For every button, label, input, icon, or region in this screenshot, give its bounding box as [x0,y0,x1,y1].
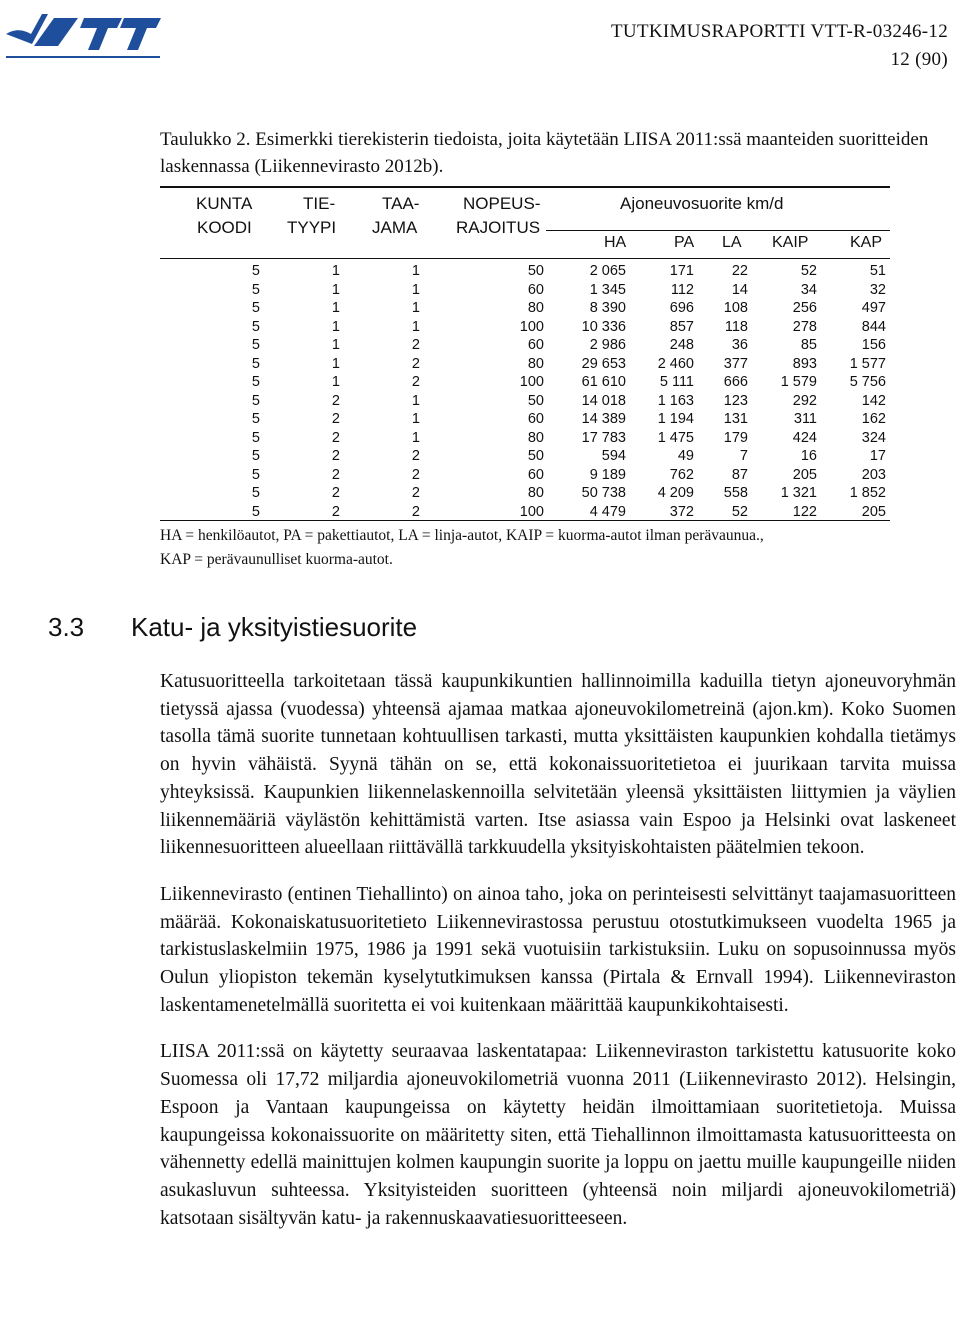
section-heading [48,612,417,643]
cell-nopeus: 60 [527,411,544,427]
cell-kap: 844 [861,318,886,335]
cell-la: 36 [731,337,748,353]
table-row [160,484,890,502]
table-row [160,262,890,280]
table-row [160,336,890,354]
col-taa-label-2: JAMA [372,218,418,237]
paragraph-1: Katusuoritteella tarkoitetaan tässä kaupunkikuntien hallinnoimilla kaduilla tietyn ajoneuvoryhmän tietyssä ajassa (vuodessa) yhteensä ajamaa matkaa ajoneuvokilometreinä (ajon.km). Koko Suomen tasolla tämä suorite tunnetaan kohtuullisen tarkasti, mutta yksittäisten kaupunkien kohdalla tietämys on hyvin vähäistä. Syynä tähän on se, että kokonaissuoritetietoa ei juurikaan tarvita muissa yhteyksissä. Kaupunkien liikennelaskennoilla selvitetään yleensä yksittäisten liittymien ja väylien liikennemääriä väylästön kehittämistä varten. Itse asiassa vain Espoo ja Helsinki ovat laskeneet liikennesuoritteen alueellaan riittävällä tarkkuudella yksityiskohtaisten päätelmien tekoon. [160,671,956,859]
section-number: 3.3 [48,612,85,642]
vtt-logo [4,6,162,64]
cell-kap: 162 [861,411,886,427]
cell-ha: 8 390 [589,300,626,316]
cell-kaip: 1 579 [780,374,817,390]
cell-pa: 5 111 [659,374,694,390]
cell-kaip: 122 [792,503,817,520]
cell-ha: 4 479 [589,503,626,520]
cell-kap: 1 852 [849,485,886,501]
group-rule [546,230,890,231]
report-header [611,18,948,74]
table-row [160,429,890,447]
cell-la: 52 [731,503,748,520]
cell-kunta: 5 [251,374,260,390]
cell-taa: 1 [411,281,420,298]
cell-kap: 17 [869,448,886,464]
cell-pa: 171 [669,263,694,279]
cell-tie: 1 [331,300,340,316]
cell-kap: 1 577 [849,355,886,372]
table-row [160,373,890,391]
cell-kaip: 52 [800,263,817,279]
cell-kunta: 5 [251,448,260,464]
cell-kaip: 256 [792,300,817,316]
cell-kunta: 5 [251,263,260,279]
cell-kap: 324 [861,429,886,446]
cell-kaip: 424 [792,429,817,446]
cell-tie: 1 [331,263,340,279]
cell-la: 131 [723,411,748,427]
cell-tie: 2 [331,392,340,409]
cell-la: 108 [723,300,748,316]
report-id: TUTKIMUSRAPORTTI VTT-R-03246-12 [611,21,948,42]
cell-kap: 497 [861,300,886,316]
cell-pa: 248 [669,337,694,353]
cell-pa: 112 [670,281,694,298]
cell-kaip: 85 [800,337,817,353]
cell-tie: 2 [331,503,340,520]
cell-kunta: 5 [251,392,260,409]
cell-taa: 2 [411,355,420,372]
group-header: Ajoneuvosuorite km/d [620,194,784,213]
cell-kap: 156 [861,337,886,353]
table-row [160,410,890,428]
cell-taa: 1 [411,429,420,446]
cell-ha: 2 986 [589,337,626,353]
cell-tie: 1 [331,318,340,335]
cell-la: 87 [731,466,748,483]
cell-pa: 2 460 [657,355,694,372]
paragraph-3: LIISA 2011:ssä on käytetty seuraavaa laskentatapaa: Liikenneviraston tarkistettu katusuorite koko Suomessa oli 17,72 miljardia ajoneuvokilometriä vuonna 2011 (Liikennevirasto 2012). Helsingin, Espoon ja Vantaan kaupungeissa on käytetty heidän ilmoittamiaan suoritetietoja. Muissa kaupungeissa kokonaissuorite on määritetty siten, että Tiehallinnon ilmoittamasta katusuoritteesta on vähennetty edellä mainittujen kolmen kaupungin suorite ja loppu on jaettu muille kaupungeille niiden asukasluvun suhteessa. Yksityisteiden suoritteen (yhteensä noin miljardi ajoneuvokilometriä) katsotaan sisältyvän katu- ja rakennuskaavatiesuoritteeseen. [160,1041,956,1229]
sub-ha: HA [604,234,627,251]
table-legend [160,524,950,572]
cell-nopeus: 100 [519,503,544,520]
cell-la: 377 [723,355,748,372]
cell-kaip: 893 [792,355,817,372]
cell-tie: 2 [331,411,340,427]
col-nopeus-label-2: RAJOITUS [456,218,541,237]
cell-taa: 2 [411,503,420,520]
table-bottom-rule [160,520,890,521]
cell-kunta: 5 [251,503,260,520]
cell-ha: 9 189 [589,466,626,483]
section-title: Katu- ja yksityistiesuorite [131,612,418,642]
cell-la: 123 [723,392,748,409]
cell-taa: 1 [411,300,420,316]
col-taa-label-1: TAA- [382,194,420,213]
cell-ha: 61 610 [581,374,626,390]
sub-kap: KAP [850,234,883,251]
cell-pa: 762 [669,466,694,483]
cell-kaip: 292 [792,392,817,409]
cell-tie: 2 [331,485,340,501]
cell-taa: 1 [411,318,420,335]
cell-kaip: 16 [800,448,817,464]
cell-kap: 51 [869,263,886,279]
col-tie-label-2: TYYPI [287,218,337,237]
cell-pa: 372 [669,503,694,520]
road-register-table [160,186,890,522]
col-kunta-label-1: KUNTA [196,194,253,213]
cell-ha: 17 783 [581,429,626,446]
cell-taa: 1 [411,392,420,409]
cell-kunta: 5 [251,318,260,335]
table-row [160,503,890,521]
cell-tie: 1 [331,374,340,390]
cell-kunta: 5 [251,466,260,483]
cell-ha: 14 018 [581,392,626,409]
cell-tie: 1 [331,281,340,298]
cell-pa: 49 [677,448,694,464]
col-nopeus-label-1: NOPEUS- [463,194,541,213]
cell-kaip: 34 [800,281,817,298]
table-row [160,355,890,373]
cell-ha: 1 345 [589,281,626,298]
cell-kaip: 205 [792,466,817,483]
cell-la: 118 [724,318,748,335]
header-bottom-rule [160,258,890,259]
cell-taa: 2 [411,374,420,390]
page-number: 12 (90) [890,49,948,70]
cell-kunta: 5 [251,355,260,372]
cell-kap: 205 [861,503,886,520]
cell-pa: 4 209 [657,485,694,501]
table-row [160,318,890,336]
cell-nopeus: 80 [527,355,544,372]
table-row [160,447,890,465]
cell-kunta: 5 [251,411,260,427]
cell-la: 7 [739,448,748,464]
cell-ha: 29 653 [581,355,626,372]
cell-kunta: 5 [251,337,260,353]
cell-nopeus: 80 [527,300,544,316]
cell-kap: 203 [861,466,886,483]
cell-kunta: 5 [251,485,260,501]
cell-tie: 1 [331,337,340,353]
cell-nopeus: 60 [527,466,544,483]
sub-pa: PA [674,234,695,251]
cell-nopeus: 80 [527,429,544,446]
cell-la: 179 [723,429,748,446]
cell-nopeus: 100 [519,318,544,335]
paragraph-2: Liikennevirasto (entinen Tiehallinto) on ainoa taho, joka on perinteisesti selvittänyt taajamasuoritteen määrää. Kokonaiskatusuoritetieto Liikennevirastossa perustuu otostutkimukseen vuodelta 1965 ja tarkistuslaskelmiin 1975, 1986 ja 1991 sekä vuotuisiin tarkistuksiin. Luku on sopusoinnussa myös Oulun yliopiston tekemän kyselytutkimuksen kanssa (Pirtala & Ernvall 1994). Liikenneviraston laskentamenetelmällä suoritetta ei voi kuitenkaan määrittää kaupunkikohtaisesti. [160,883,956,1016]
cell-pa: 1 163 [657,392,694,409]
cell-tie: 1 [331,355,340,372]
cell-pa: 1 475 [657,429,694,446]
legend-line-2: KAP = perävaunulliset kuorma-autot. [160,551,393,568]
cell-kunta: 5 [251,300,260,316]
cell-taa: 1 [411,263,420,279]
cell-la: 666 [723,374,748,390]
cell-la: 14 [731,281,748,298]
cell-kaip: 278 [792,318,817,335]
cell-kaip: 1 321 [780,485,817,501]
cell-kap: 5 756 [849,374,886,390]
table-caption: Taulukko 2. Esimerkki tierekisterin tiedoista, joita käytetään LIISA 2011:ssä maanteiden suoritteiden laskennassa (Liikennevirasto 2012b). [160,129,929,177]
body-text [160,668,956,1251]
col-tie-label-1: TIE- [303,194,336,213]
cell-kap: 142 [861,392,886,409]
cell-nopeus: 60 [527,337,544,353]
cell-nopeus: 100 [519,374,544,390]
cell-kap: 32 [869,281,886,298]
cell-kunta: 5 [251,281,260,298]
col-kunta-label-2: KOODI [197,218,252,237]
cell-pa: 1 194 [657,411,694,427]
cell-la: 558 [723,485,748,501]
legend-line-1: HA = henkilöautot, PA = pakettiautot, LA = linja-autot, KAIP = kuorma-autot ilman perävaunua., [160,527,764,544]
cell-pa: 696 [669,300,694,316]
cell-tie: 2 [331,448,340,464]
cell-tie: 2 [331,429,340,446]
cell-nopeus: 80 [527,485,544,501]
cell-nopeus: 60 [527,281,544,298]
cell-taa: 1 [411,411,420,427]
cell-nopeus: 50 [527,448,544,464]
table-row [160,281,890,299]
cell-la: 22 [731,263,748,279]
sub-kaip: KAIP [772,234,809,251]
cell-nopeus: 50 [527,392,544,409]
cell-pa: 857 [669,318,694,335]
cell-taa: 2 [411,337,420,353]
table-row [160,392,890,410]
cell-ha: 14 389 [581,411,626,427]
cell-taa: 2 [411,485,420,501]
cell-ha: 594 [601,448,626,464]
cell-taa: 2 [411,466,420,483]
cell-kunta: 5 [251,429,260,446]
cell-ha: 10 336 [581,318,626,335]
cell-taa: 2 [411,448,420,464]
cell-ha: 2 065 [589,263,626,279]
cell-kaip: 311 [793,411,817,427]
cell-ha: 50 738 [581,485,626,501]
cell-tie: 2 [331,466,340,483]
cell-nopeus: 50 [527,263,544,279]
table-row [160,466,890,484]
sub-la: LA [722,234,742,251]
table-row [160,299,890,317]
table-top-rule [160,186,890,188]
